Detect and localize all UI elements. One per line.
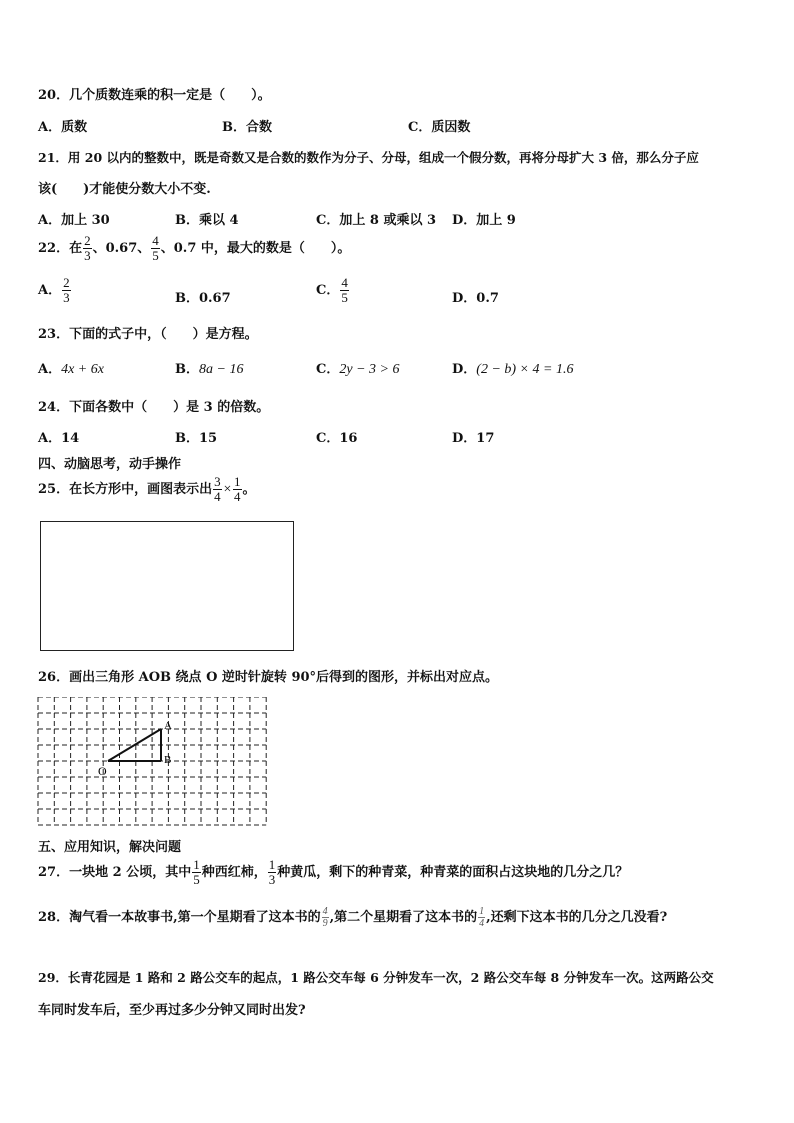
q23-option-a[interactable]: A．4x + 6x xyxy=(38,362,104,377)
q26-grid-figure[interactable] xyxy=(36,697,268,829)
q20-option-c[interactable]: C．质因数 xyxy=(408,120,471,135)
q22-option-c-fraction: $\frac{4}{5}$ xyxy=(341,275,348,305)
q22-option-c[interactable]: C． $\frac{4}{5}$ xyxy=(316,275,348,305)
q22-option-d[interactable]: D．0.7 xyxy=(452,291,499,306)
q22-stem xyxy=(38,234,350,263)
q28-fraction-1: $\frac{4}{9}$ xyxy=(322,906,328,929)
q22-stem-mid: 、0.67、 xyxy=(92,241,151,256)
q25-fraction-1: $\frac{3}{4}$ xyxy=(214,474,221,504)
q24-stem: 24．下面各数中（ ）是 3 的倍数。 xyxy=(38,400,270,415)
q23-option-c[interactable]: C．2y − 3 > 6 xyxy=(316,362,400,377)
q23-option-d-expr: (2 − b) × 4 = 1.6 xyxy=(476,362,574,377)
q27-stem: 27．一块地 2 公顷，其中 $\frac{1}{5}$ 种西红柿， $\frac{1}{3}$ 种黄瓜，剩下的种青菜，种青菜的面积占这块地的几分之几？ xyxy=(38,857,629,887)
q21-option-a[interactable]: A．加上 30 xyxy=(38,213,110,228)
q29-stem-line1: 29．长青花园是 1 路和 2 路公交车的起点，1 路公交车每 6 分钟发车一次，2 路公交车每 8 分钟发车一次。这两路公交 xyxy=(38,970,714,985)
label-point-a: A xyxy=(164,720,172,732)
q20-stem: 20．几个质数连乘的积一定是（ ）。 xyxy=(38,88,271,103)
q22-fraction-1: $\frac{2}{3}$ xyxy=(84,233,91,263)
q25-fraction-2: $\frac{1}{4}$ xyxy=(234,474,241,504)
q21-stem-line1: 21．用 20 以内的整数中，既是奇数又是合数的数作为分子、分母，组成一个假分数，再将分母扩大 3 倍，那么分子应 xyxy=(38,150,699,165)
label-point-b: B xyxy=(164,754,172,766)
q24-option-c[interactable]: C．16 xyxy=(316,431,358,446)
q28-stem: 28．淘气看一本故事书,第一个星期看了这本书的 $\frac{4}{9}$ ,第二个星期看了这本书的 $\frac{1}{4}$ ,还剩下这本书的几分之几没看? xyxy=(38,906,668,929)
q24-option-a[interactable]: A．14 xyxy=(38,431,80,446)
q22-fraction-2: $\frac{4}{5}$ xyxy=(152,233,159,263)
q23-stem: 23．下面的式子中，（ ）是方程。 xyxy=(38,327,258,342)
q25-times-sign: × xyxy=(222,482,233,497)
q23-option-b[interactable]: B．8a − 16 xyxy=(175,362,244,377)
q22-stem-post: 、0.7 中，最大的数是（ ）。 xyxy=(160,241,351,256)
q21-option-c[interactable]: C．加上 8 或乘以 3 xyxy=(316,213,437,228)
q23-option-b-expr: 8a − 16 xyxy=(199,362,244,377)
q20-option-a[interactable]: A．质数 xyxy=(38,120,88,135)
q22-option-a[interactable]: A． $\frac{2}{3}$ xyxy=(38,275,70,305)
q22-stem-pre: 22．在 xyxy=(38,241,83,256)
q25-stem: 25．在长方形中，画图表示出 $\frac{3}{4}$ × $\frac{1}{4}$ 。 xyxy=(38,474,256,504)
q27-fraction-1: $\frac{1}{5}$ xyxy=(193,857,200,887)
q25-drawing-rectangle[interactable] xyxy=(40,521,294,651)
q22-option-a-fraction: $\frac{2}{3}$ xyxy=(63,275,70,305)
q26-stem: 26．画出三角形 AOB 绕点 O 逆时针旋转 90°后得到的图形，并标出对应点。 xyxy=(38,670,499,685)
q21-option-d[interactable]: D．加上 9 xyxy=(452,213,516,228)
q23-option-d[interactable]: D．(2 − b) × 4 = 1.6 xyxy=(452,362,574,377)
section-5-heading: 五、应用知识，解决问题 xyxy=(38,840,182,855)
label-point-o: O xyxy=(98,764,107,778)
q21-stem-line2: 该( )才能使分数大小不变. xyxy=(38,182,211,197)
q24-option-b[interactable]: B．15 xyxy=(175,431,218,446)
q20-option-b[interactable]: B．合数 xyxy=(222,120,272,135)
q24-option-d[interactable]: D．17 xyxy=(452,431,495,446)
q21-option-b[interactable]: B．乘以 4 xyxy=(175,213,239,228)
q28-fraction-2: $\frac{1}{4}$ xyxy=(479,906,485,929)
q23-option-a-expr: 4x + 6x xyxy=(61,362,104,377)
q27-fraction-2: $\frac{1}{3}$ xyxy=(268,857,276,887)
section-4-heading: 四、动脑思考，动手操作 xyxy=(38,457,182,472)
q22-option-b[interactable]: B．0.67 xyxy=(175,291,231,306)
q29-stem-line2: 车同时发车后，至少再过多少分钟又同时出发? xyxy=(38,1003,306,1018)
q23-option-c-expr: 2y − 3 > 6 xyxy=(339,362,400,377)
